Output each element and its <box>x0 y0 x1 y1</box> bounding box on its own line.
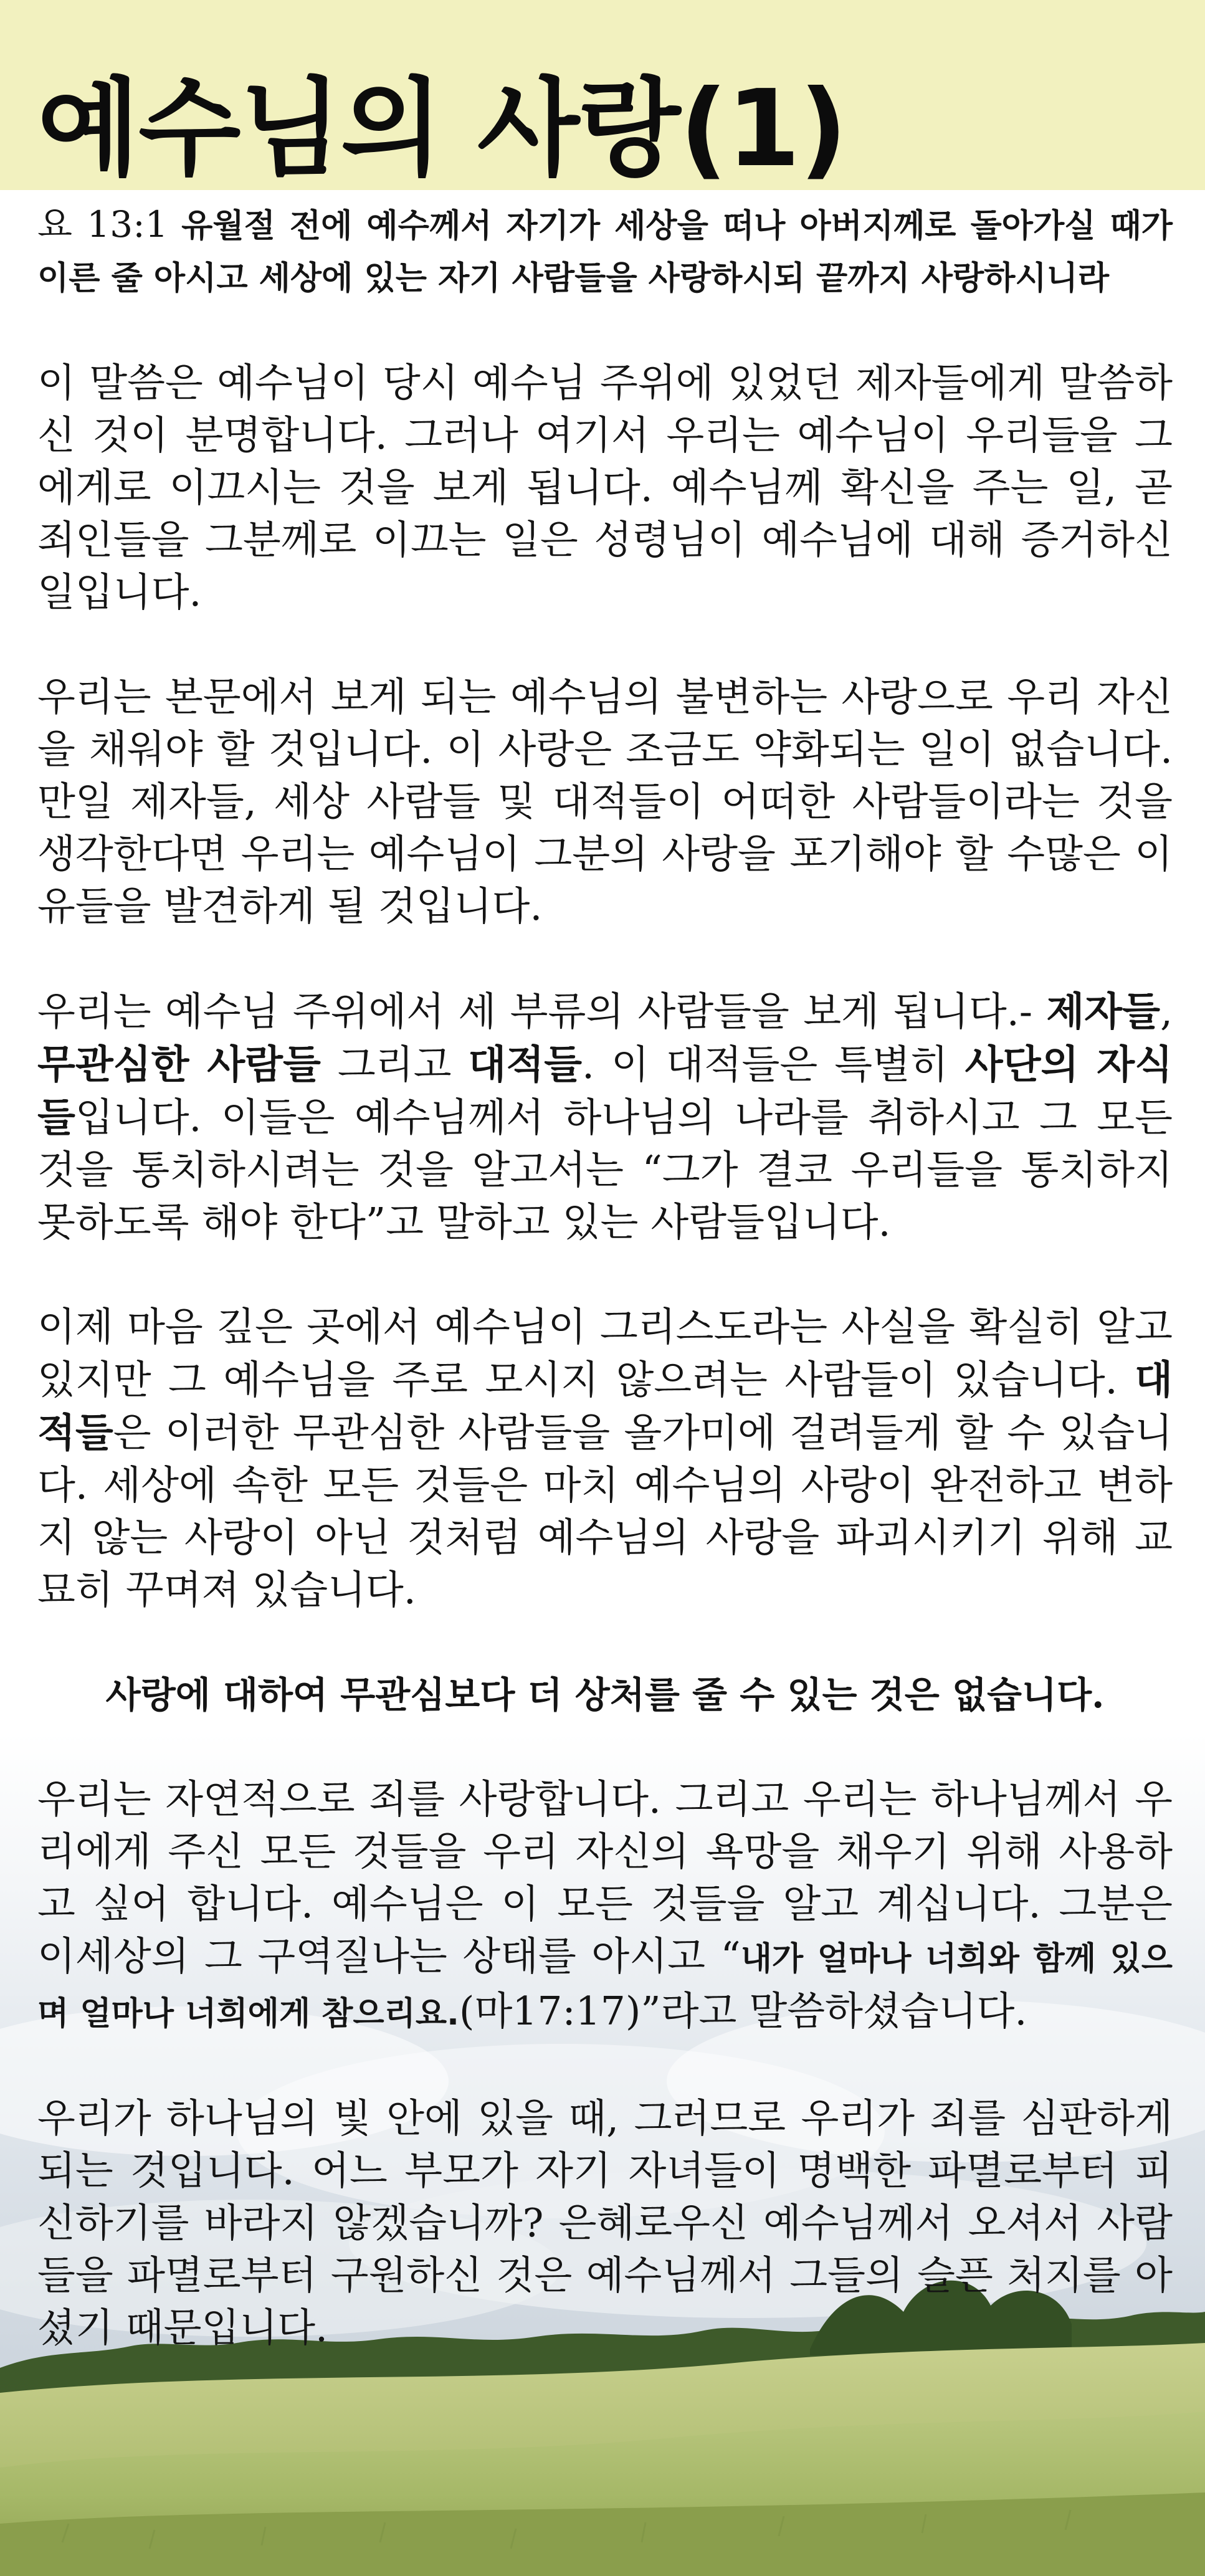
header-band <box>0 0 1205 190</box>
paragraph-2: 우리는 본문에서 보게 되는 예수님의 불변하는 사랑으로 우리 자신을 채워야 할 것입니다. 이 사랑은 조금도 약화되는 일이 없습니다. 만일 제자들, 세상 사람들 및 대적들이 어떠한 사람들이라는 것을 생각한다면 우리는 예수님이 그분의 사랑을 포기해야 할 수많은 이유들을 발견하게 될 것입니다. <box>37 674 1173 929</box>
paragraph-4 <box>37 1301 1173 1616</box>
bold-enemies: 대적들 <box>468 1041 582 1087</box>
verse-text: 유월절 전에 예수께서 자기가 세상을 떠나 아버지께로 돌아가실 때가 이른 줄 아시고 세상에 있는 자기 사람들을 사랑하시되 끝까지 사랑하시니라 <box>37 208 1173 297</box>
paragraph-4-text: 이제 마음 깊은 곳에서 예수님이 그리스도라는 사실을 확실히 알고 있지만 그 예수님을 주로 모시지 않으려는 사람들이 있습니다. <box>37 1304 1173 1403</box>
paragraph-5 <box>37 1773 1173 2040</box>
paragraph-3-text: 입니다. 이들은 예수님께서 하나님의 나라를 취하시고 그 모든 것을 통치하시려는 것을 알고서는 “그가 결코 우리들을 통치하지 못하도록 해야 한다”고 말하고 있는 사람들입니다. <box>37 1095 1173 1245</box>
paragraph-3-text: . 이 대적들은 특별히 <box>582 1042 965 1087</box>
paragraph-1: 이 말씀은 예수님이 당시 예수님 주위에 있었던 제자들에게 말씀하신 것이 분명합니다. 그러나 여기서 우리는 예수님이 우리들을 그에게로 이끄시는 것을 보게 됩니다. 예수님께 확신을 주는 일, 곧 죄인들을 그분께로 이끄는 일은 성령님이 예수님에 대해 증거하신 일입니다. <box>37 360 1173 615</box>
bold-children-of-satan: 사단의 자식들 <box>37 1041 1173 1140</box>
scripture-verse <box>37 198 1173 305</box>
paragraph-3-text: 우리는 예수님 주위에서 세 부류의 사람들을 보게 됩니다.- <box>37 989 1047 1034</box>
scripture-quote: 내가 얼마나 너희와 함께 있으며 얼마나 너희에게 참으리요. <box>37 1940 1173 2033</box>
bold-indifferent-people: 무관심한 사람들 <box>37 1041 321 1087</box>
paragraph-3 <box>37 985 1173 1249</box>
paragraph-6: 우리가 하나님의 빛 안에 있을 때, 그러므로 우리가 죄를 심판하게 되는 것입니다. 어느 부모가 자기 자녀들이 명백한 파멸로부터 피신하기를 바라지 않겠습니까? 은혜로우신 예수님께서 오셔서 사람들을 파멸로부터 구원하신 것은 예수님께서 그들의 슬픈 처지를 아셨기 때문입니다. <box>37 2096 1173 2350</box>
paragraph-3-text: , <box>1160 989 1173 1034</box>
paragraph-5-text: 우리는 자연적으로 죄를 사랑합니다. 그리고 우리는 하나님께서 우리에게 주신 모든 것들을 우리 자신의 욕망을 채우기 위해 사용하고 싶어 합니다. 예수님은 이 모든 것들을 알고 계십니다. 그분은 이세상의 그 구역질나는 상태를 아시고 “ <box>37 1777 1173 1979</box>
paragraph-4-text: 은 이러한 무관심한 사람들을 올가미에 걸려들게 할 수 있습니다. 세상에 속한 모든 것들은 마치 예수님의 사랑이 완전하고 변하지 않는 사랑이 아닌 것처럼 예수님의 사랑을 파괴시키기 위해 교묘히 꾸며져 있습니다. <box>37 1410 1173 1613</box>
page-title: 예수님의 사랑(1) <box>37 67 847 191</box>
paragraph-5-text: (마17:17)”라고 말씀하셨습니다. <box>459 1988 1027 2034</box>
article-body <box>37 198 1173 2354</box>
verse-reference: 요 13:1 <box>37 203 168 246</box>
bold-disciples: 제자들 <box>1046 988 1160 1034</box>
paragraph-3-text: 그리고 <box>320 1042 469 1087</box>
emphasis-statement: 사랑에 대하여 무관심보다 더 상처를 줄 수 있는 것은 없습니다. <box>105 1674 1105 1716</box>
bold-enemies: 대적들 <box>37 1357 1173 1456</box>
